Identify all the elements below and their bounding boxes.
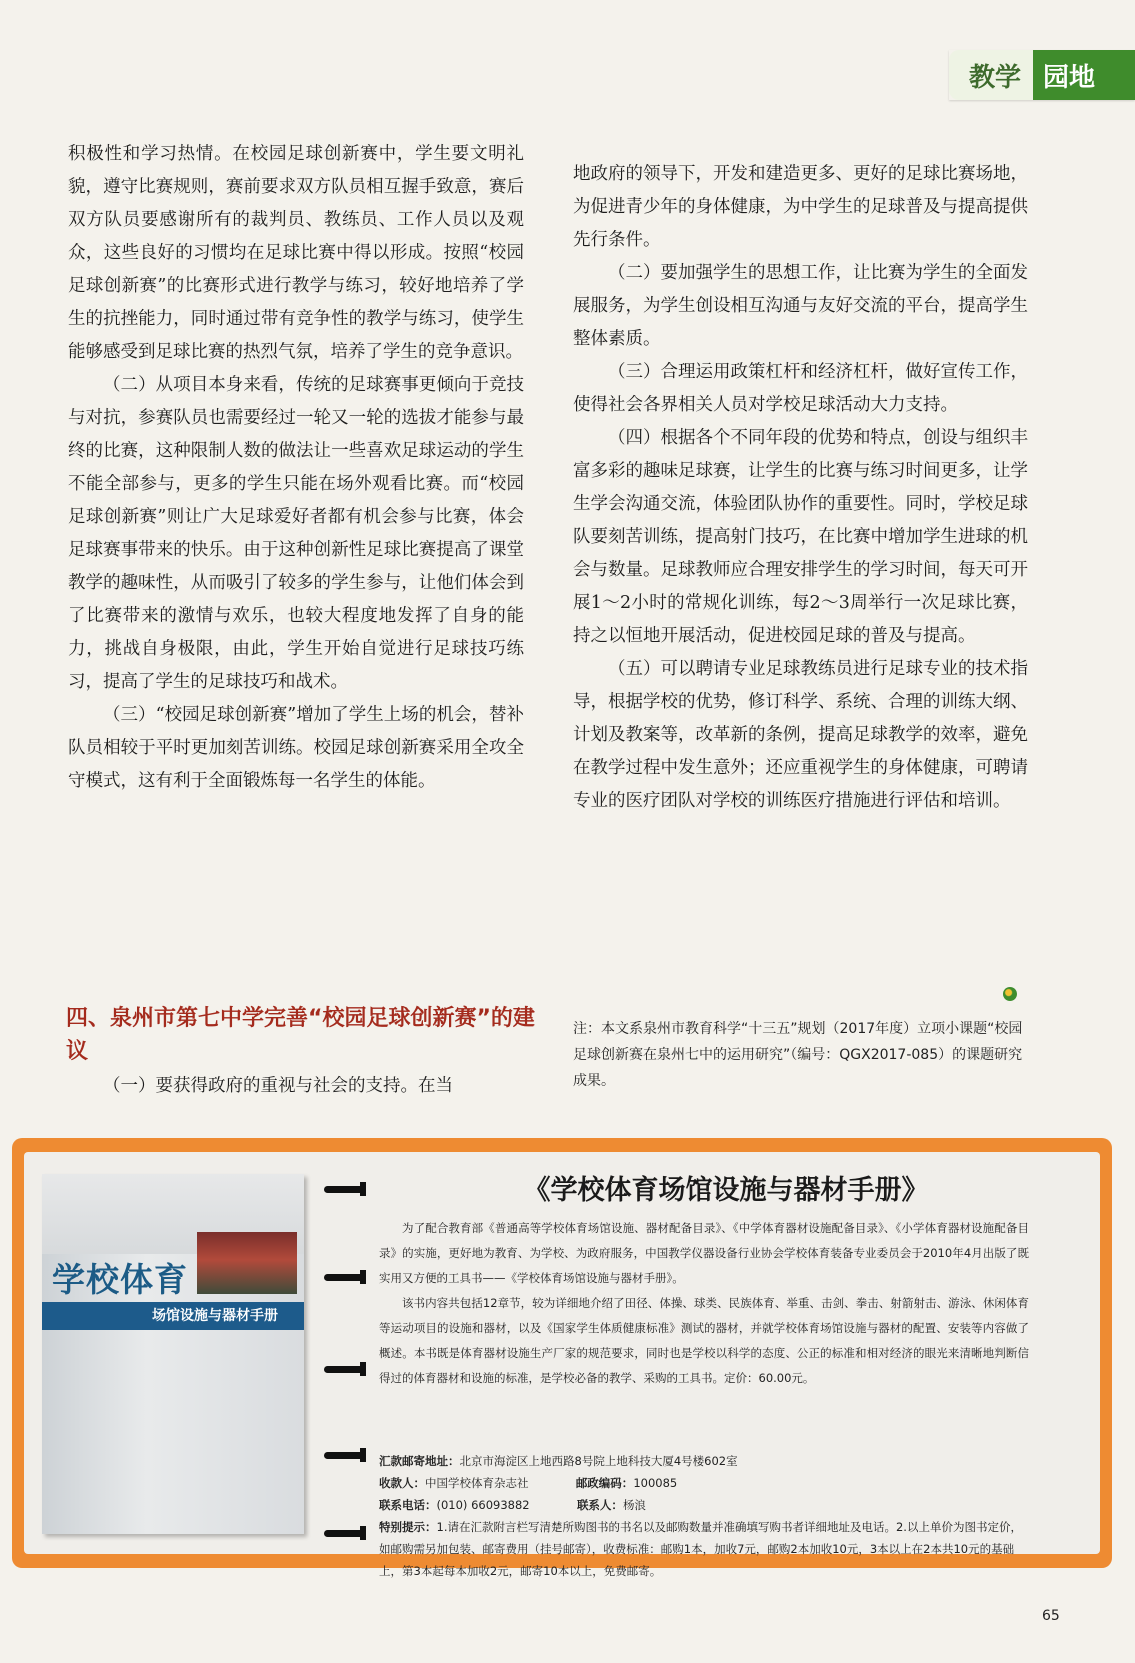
binding-clip-icon bbox=[324, 1270, 366, 1284]
binding-clip-icon bbox=[324, 1448, 366, 1462]
notice-value: 1.请在汇款附言栏写清楚所购图书的书名以及邮购数量并准确填写购书者详细地址及电话。2.以上单价为图书定价，如邮购需另加包装、邮寄费用（挂号邮寄），收费标准：邮购1本，加收7元，邮购2本加收10元，3本以上在2本共10元的基础上，第3本起每本加收2元，邮寄10本以上，免费邮寄。 bbox=[379, 1520, 1022, 1578]
right-paragraph-2: （二）要加强学生的思想工作，让比赛为学生的全面发展服务，为学生创设相互沟通与友好交流的平台，提高学生整体素质。 bbox=[573, 263, 1028, 349]
contact-value: 杨浪 bbox=[622, 1498, 646, 1512]
section-tag bbox=[949, 50, 1135, 100]
left-column bbox=[68, 138, 524, 798]
phone-value: (010) 66093882 bbox=[436, 1498, 530, 1512]
cover-photo bbox=[197, 1232, 297, 1294]
address-row bbox=[379, 1450, 1029, 1472]
right-paragraph-5: （五）可以聘请专业足球教练员进行足球专业的技术指导，根据学校的优势，修订科学、系统、合理的训练大纲、计划及教案等，改革新的条例，提高足球教学的效率，避免在教学过程中发生意外；还应重视学生的身体健康，可聘请专业的医疗团队对学校的训练医疗措施进行评估和培训。 bbox=[573, 659, 1028, 811]
address-value: 北京市海淀区上地西路8号院上地科技大厦4号楼602室 bbox=[459, 1454, 738, 1468]
ad-paragraph-2: 该书内容共包括12章节，较为详细地介绍了田径、体操、球类、民族体育、举重、击剑、拳击、射箭射击、游泳、休闲体育等运动项目的设施和器材，以及《国家学生体质健康标准》测试的器材，并就学校体育场馆设施与器材的配置、安装等内容做了概述。本书既是体育器材设施生产厂家的规范要求，同时也是学校以科学的态度、公正的标准和相对经济的眼光来清晰地判断信得过的体育器材和设施的标准，是学校必备的教学、采购的工具书。定价：60.00元。 bbox=[379, 1296, 1029, 1385]
cover-subtitle: 场馆设施与器材手册 bbox=[152, 1308, 278, 1324]
left-paragraph-1: 积极性和学习热情。在校园足球创新赛中，学生要文明礼貌，遵守比赛规则，赛前要求双方队员相互握手致意，赛后双方队员要感谢所有的裁判员、教练员、工作人员以及观众，这些良好的习惯均在足球比赛中得以形成。按照“校园足球创新赛”的比赛形式进行教学与练习，较好地培养了学生的抗挫能力，同时通过带有竞争性的教学与练习，使学生能够感受到足球比赛的热烈气氛，培养了学生的竞争意识。 bbox=[68, 144, 524, 362]
contact-label: 联系人： bbox=[576, 1498, 623, 1512]
section-tag-part2: 园地 bbox=[1033, 50, 1135, 100]
section-heading: 四、泉州市第七中学完善“校园足球创新赛”的建议 bbox=[66, 1006, 535, 1064]
payee-row bbox=[379, 1472, 1029, 1494]
section-tag-part1: 教学 bbox=[949, 50, 1033, 100]
right-paragraph-1: 地政府的领导下，开发和建造更多、更好的足球比赛场地，为促进青少年的身体健康，为中学生的足球普及与提高提供先行条件。 bbox=[573, 164, 1028, 250]
binding-clip-icon bbox=[324, 1362, 366, 1376]
book-cover-image bbox=[42, 1174, 304, 1534]
ad-contact-info bbox=[379, 1450, 1029, 1582]
phone-row bbox=[379, 1494, 1029, 1516]
page-number: 65 bbox=[1042, 1608, 1060, 1624]
payee-value: 中国学校体育杂志社 bbox=[425, 1476, 529, 1490]
advertisement-panel bbox=[24, 1152, 1100, 1578]
binding-clip-icon bbox=[324, 1182, 366, 1196]
notice-label: 特别提示： bbox=[379, 1520, 437, 1534]
right-paragraph-3: （三）合理运用政策杠杆和经济杠杆，做好宣传工作，使得社会各界相关人员对学校足球活动大力支持。 bbox=[573, 362, 1028, 415]
article-end-icon bbox=[1003, 987, 1017, 1001]
section-first-line: （一）要获得政府的重视与社会的支持。在当 bbox=[103, 1076, 453, 1096]
payee-label: 收款人： bbox=[379, 1476, 425, 1490]
address-label: 汇款邮寄地址： bbox=[379, 1454, 460, 1468]
ad-paragraph-1: 为了配合教育部《普通高等学校体育场馆设施、器材配备目录》、《中学体育器材设施配备目录》、《小学体育器材设施配备目录》的实施，更好地为教育、为学校、为政府服务，中国教学仪器设备行业协会学校体育装备专业委员会于2010年4月出版了既实用又方便的工具书——《学校体育场馆设施与器材手册》。 bbox=[379, 1221, 1029, 1285]
postcode-value: 100085 bbox=[633, 1476, 678, 1490]
right-column bbox=[573, 158, 1028, 818]
notice-row bbox=[379, 1516, 1029, 1582]
footnote: 注：本文系泉州市教育科学“十三五”规划（2017年度）立项小课题“校园足球创新赛在泉州七中的运用研究”（编号：QGX2017-085）的课题研究成果。 bbox=[573, 1021, 1023, 1089]
phone-label: 联系电话： bbox=[379, 1498, 437, 1512]
ad-body bbox=[379, 1216, 1029, 1391]
left-paragraph-2: （二）从项目本身来看，传统的足球赛事更倾向于竞技与对抗，参赛队员也需要经过一轮又一轮的选拔才能参与最终的比赛，这种限制人数的做法让一些喜欢足球运动的学生不能全部参与，更多的学生只能在场外观看比赛。而“校园足球创新赛”则让广大足球爱好者都有机会参与比赛，体会足球赛事带来的快乐。由于这种创新性足球比赛提高了课堂教学的趣味性，从而吸引了较多的学生参与，让他们体会到了比赛带来的激情与欢乐，也较大程度地发挥了自身的能力，挑战自身极限，由此，学生开始自觉进行足球技巧练习，提高了学生的足球技巧和战术。 bbox=[68, 375, 524, 692]
cover-title: 学校体育 bbox=[52, 1260, 188, 1299]
left-paragraph-3: （三）“校园足球创新赛”增加了学生上场的机会，替补队员相较于平时更加刻苦训练。校园足球创新赛采用全攻全守模式，这有利于全面锻炼每一名学生的体能。 bbox=[68, 705, 524, 791]
right-paragraph-4: （四）根据各个不同年段的优势和特点，创设与组织丰富多彩的趣味足球赛，让学生的比赛与练习时间更多，让学生学会沟通交流，体验团队协作的重要性。同时，学校足球队要刻苦训练，提高射门技巧，在比赛中增加学生进球的机会与数量。足球教师应合理安排学生的学习时间，每天可开展1～2小时的常规化训练，每2～3周举行一次足球比赛，持之以恒地开展活动，促进校园足球的普及与提高。 bbox=[573, 428, 1028, 646]
binding-clip-icon bbox=[324, 1526, 366, 1540]
postcode-label: 邮政编码： bbox=[575, 1476, 634, 1490]
ad-title: 《学校体育场馆设施与器材手册》 bbox=[523, 1175, 929, 1206]
book-advertisement bbox=[12, 1138, 1112, 1578]
